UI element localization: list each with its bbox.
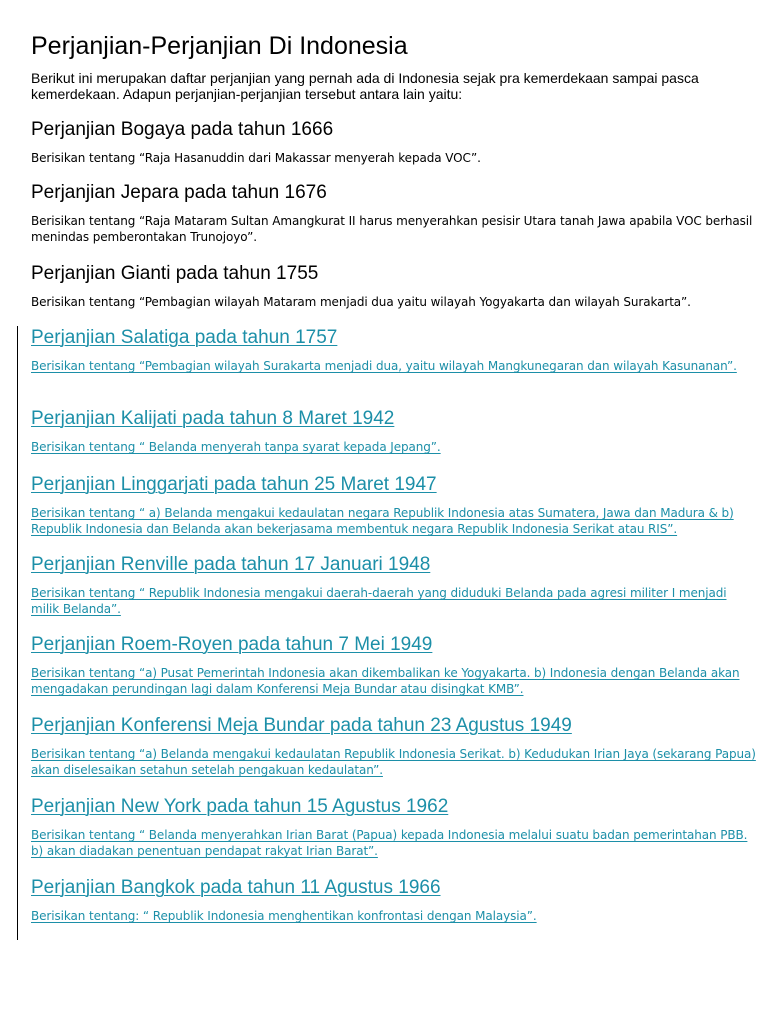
section-heading-link[interactable]: Perjanjian Kalijati pada tahun 8 Maret 1942	[31, 408, 395, 429]
section-salatiga	[31, 326, 756, 374]
section-text-link[interactable]: Berisikan tentang “ Belanda menyerahkan Irian Barat (Papua) kepada Indonesia melalui suatu badan pemerintahan PBB. b) akan diadakan penentuan pendapat rakyat Irian Barat”.	[31, 828, 748, 858]
section-kalijati	[31, 407, 756, 455]
section-heading-link[interactable]: Perjanjian Linggarjati pada tahun 25 Maret 1947	[31, 474, 437, 495]
section-renville	[31, 553, 756, 617]
section-heading-link[interactable]: Perjanjian Roem-Royen pada tahun 7 Mei 1949	[31, 634, 433, 655]
section-linggarjati	[31, 473, 756, 537]
section-text: Berisikan tentang “Pembagian wilayah Mataram menjadi dua yaitu wilayah Yogyakarta dan wilayah Surakarta”.	[31, 295, 691, 309]
section-bogaya	[31, 118, 756, 166]
section-text: Berisikan tentang “Raja Mataram Sultan Amangkurat II harus menyerahkan pesisir Utara tanah Jawa apabila VOC berhasil menindas pemberontakan Trunojoyo”.	[31, 214, 753, 244]
section-heading: Perjanjian Jepara pada tahun 1676	[31, 182, 327, 203]
section-heading-link[interactable]: Perjanjian Bangkok pada tahun 11 Agustus 1966	[31, 877, 441, 898]
section-heading-link[interactable]: Perjanjian New York pada tahun 15 Agustus 1962	[31, 796, 449, 817]
section-heading-link[interactable]: Perjanjian Konferensi Meja Bundar pada tahun 23 Agustus 1949	[31, 715, 572, 736]
link-margin-bar	[17, 326, 18, 940]
section-new-york	[31, 795, 756, 859]
intro-paragraph: Berikut ini merupakan daftar perjanjian yang pernah ada di Indonesia sejak pra kemerdekaan sampai pasca kemerdekaan. Adapun perjanjian-perjanjian tersebut antara lain yaitu:	[31, 70, 699, 102]
section-text-link[interactable]: Berisikan tentang: “ Republik Indonesia menghentikan konfrontasi dengan Malaysia”.	[31, 909, 537, 923]
section-text-link[interactable]: Berisikan tentang “Pembagian wilayah Surakarta menjadi dua, yaitu wilayah Mangkunegaran dan wilayah Kasunanan”.	[31, 359, 737, 373]
section-heading: Perjanjian Bogaya pada tahun 1666	[31, 119, 334, 140]
section-text-link[interactable]: Berisikan tentang “a) Pusat Pemerintah Indonesia akan dikembalikan ke Yogyakarta. b) Indonesia dengan Belanda akan mengadakan perundingan lagi dalam Konferensi Meja Bundar atau disingkat KMB”.	[31, 666, 740, 696]
section-text: Berisikan tentang “Raja Hasanuddin dari Makassar menyerah kepada VOC”.	[31, 151, 481, 165]
section-text-link[interactable]: Berisikan tentang “ a) Belanda mengakui kedaulatan negara Republik Indonesia atas Sumatera, Jawa dan Madura & b) Republik Indonesia dan Belanda akan bekerjasama membentuk negara Republik Indonesia Serikat atau RIS”.	[31, 506, 734, 536]
page-title: Perjanjian-Perjanjian Di Indonesia	[31, 32, 408, 60]
section-text-link[interactable]: Berisikan tentang “a) Belanda mengakui kedaulatan Republik Indonesia Serikat. b) Kedudukan Irian Jaya (sekarang Papua) akan diselesaikan setahun setelah pengakuan kedaulatan”.	[31, 747, 756, 777]
section-bangkok	[31, 876, 756, 924]
section-heading-link[interactable]: Perjanjian Renville pada tahun 17 Januari 1948	[31, 554, 431, 575]
section-kmb	[31, 714, 756, 778]
section-heading-link[interactable]: Perjanjian Salatiga pada tahun 1757	[31, 327, 338, 348]
section-gianti	[31, 262, 756, 310]
section-roem-royen	[31, 633, 756, 697]
section-text-link[interactable]: Berisikan tentang “ Belanda menyerah tanpa syarat kepada Jepang”.	[31, 440, 441, 454]
section-jepara	[31, 181, 756, 245]
section-heading: Perjanjian Giantі pada tahun 1755	[31, 263, 319, 284]
section-text-link[interactable]: Berisikan tentang “ Republik Indonesia mengakui daerah-daerah yang diduduki Belanda pada agresi militer I menjadi milik Belanda”.	[31, 586, 727, 616]
